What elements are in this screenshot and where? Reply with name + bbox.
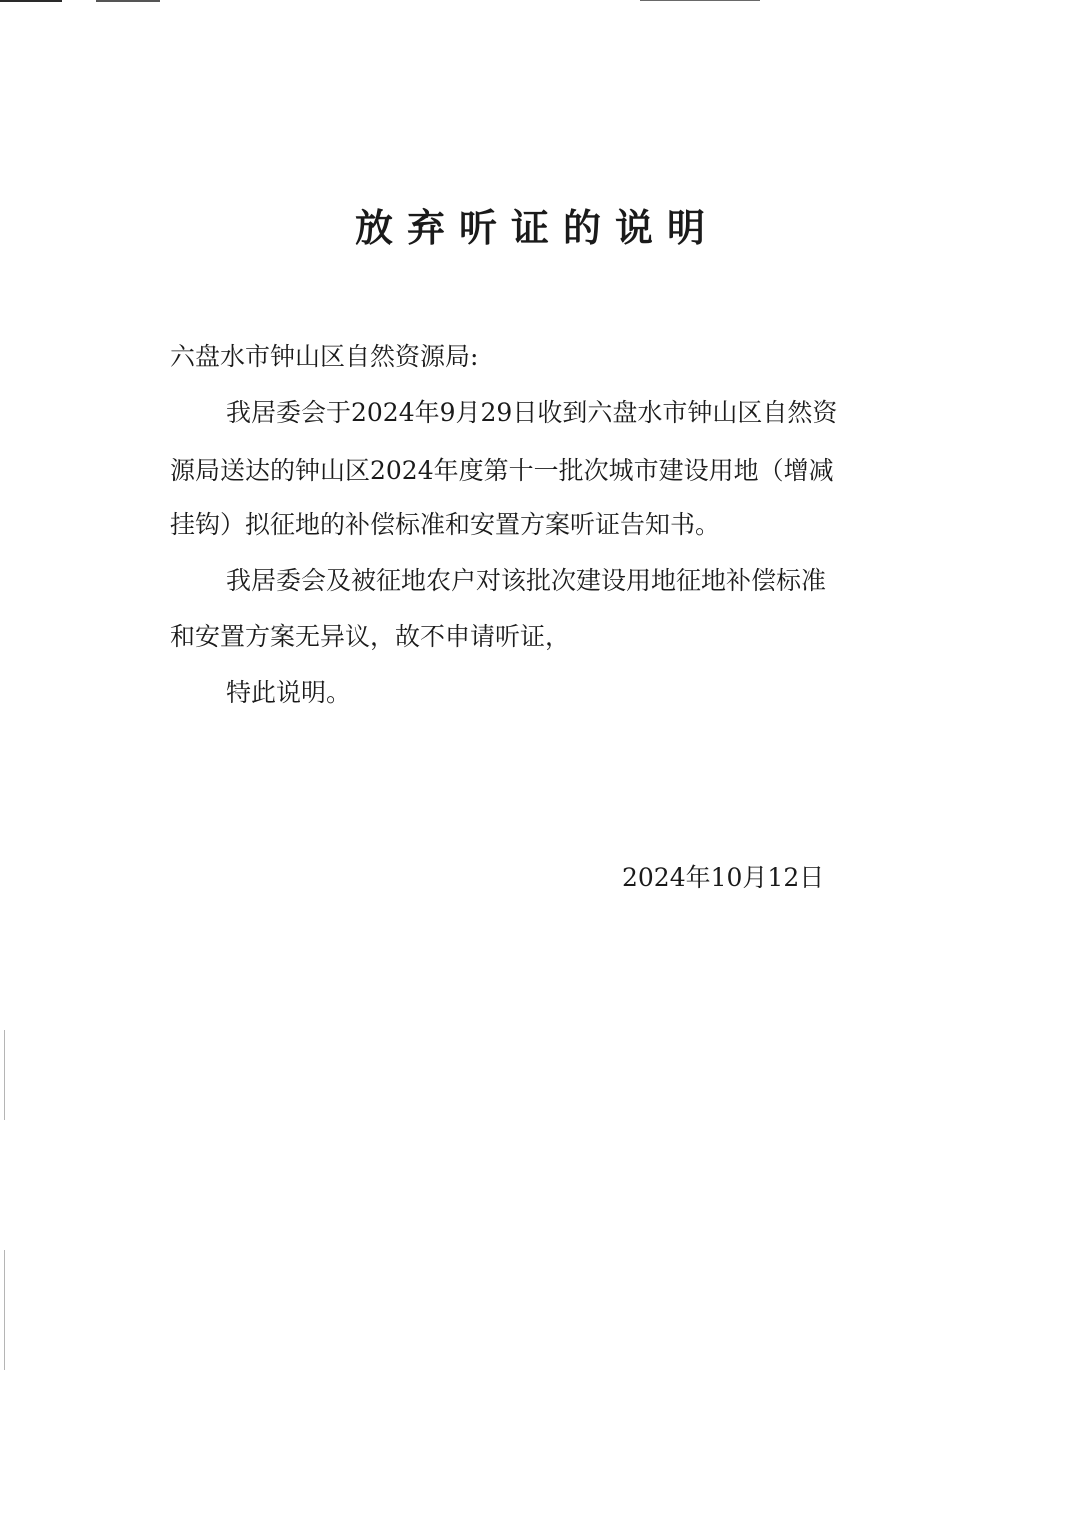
paragraph-1-line-3: 挂钩）拟征地的补偿标准和安置方案听证告知书。 xyxy=(170,510,721,539)
paragraph-2-line-2: 和安置方案无异议，故不申请听证， xyxy=(170,622,571,651)
paragraph-1-line-1: 我居委会于2024年9月29日收到六盘水市钟山区自然资 xyxy=(226,398,838,427)
closing-statement: 特此说明。 xyxy=(226,678,352,707)
scan-edge-mark xyxy=(4,1030,5,1120)
paragraph-1-line-2: 源局送达的钟山区2024年度第十一批次城市建设用地（增减 xyxy=(170,456,834,485)
document-date: 2024年10月12日 xyxy=(622,863,825,892)
scan-edge-mark xyxy=(640,0,760,1)
paragraph-2-line-1: 我居委会及被征地农户对该批次建设用地征地补偿标准 xyxy=(226,566,827,595)
addressee: 六盘水市钟山区自然资源局: xyxy=(170,342,479,371)
page-title: 放弃听证的说明 xyxy=(354,205,719,250)
scan-edge-mark xyxy=(0,0,62,2)
scan-edge-mark xyxy=(4,1250,5,1370)
scan-edge-mark xyxy=(96,0,160,2)
